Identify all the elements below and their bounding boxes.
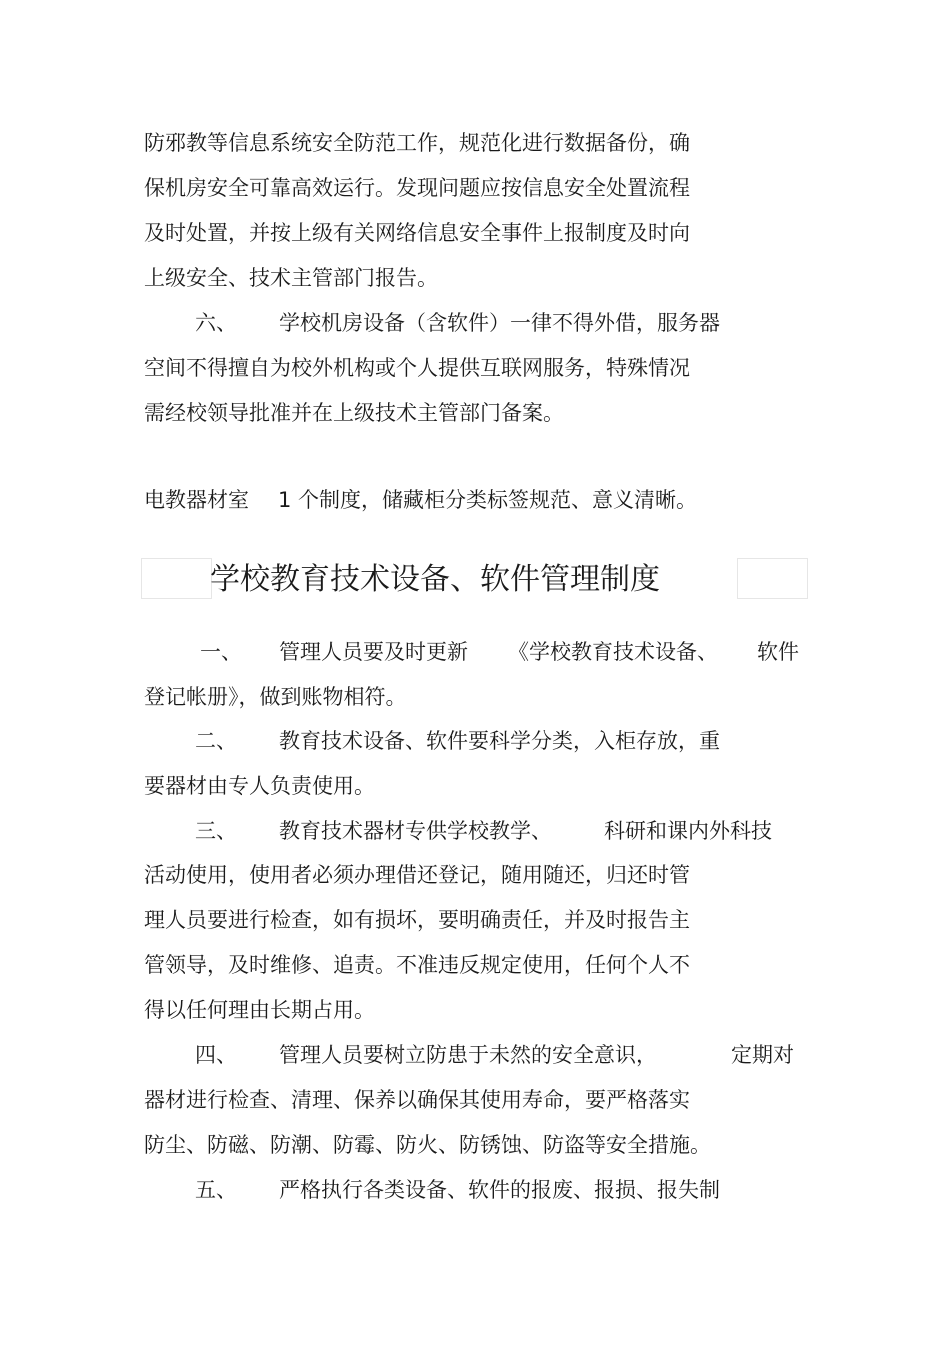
- text: 教育技术器材专供学校教学、: [279, 819, 552, 843]
- text: 学校机房设备（含软件）一律不得外借，服务器: [279, 311, 720, 335]
- text: 空间不得擅自为校外机构或个人提供互联网服务，特殊情况: [144, 356, 690, 380]
- text: 科研和课内外科技: [604, 819, 772, 843]
- item-number: 一、: [200, 640, 242, 664]
- text: 管理人员要树立防患于未然的安全意识，: [279, 1043, 657, 1067]
- text: 需经校领导批准并在上级技术主管部门备案。: [144, 401, 564, 425]
- text: 要器材由专人负责使用。: [144, 774, 375, 798]
- text: 及时处置，并按上级有关网络信息安全事件上报制度及时向: [144, 221, 690, 245]
- text: 定期对: [731, 1043, 794, 1067]
- room-text: 1 个制度，储藏柜分类标签规范、意义清晰。: [278, 488, 698, 512]
- text: 保机房安全可靠高效运行。发现问题应按信息安全处置流程: [144, 176, 690, 200]
- title-frame-right: [737, 558, 808, 599]
- text: 上级安全、技术主管部门报告。: [144, 266, 438, 290]
- text: 软件: [757, 640, 799, 664]
- text: 器材进行检查、清理、保养以确保其使用寿命，要严格落实: [144, 1088, 690, 1112]
- text: 管理人员要及时更新: [279, 640, 468, 664]
- text: 教育技术设备、软件要科学分类，入柜存放，重: [279, 729, 720, 753]
- text: 防尘、防磁、防潮、防霉、防火、防锈蚀、防盗等安全措施。: [144, 1133, 711, 1157]
- title-frame-left: [141, 558, 212, 599]
- text: 管领导，及时维修、追责。不准违反规定使用，任何个人不: [144, 953, 690, 977]
- text: 登记帐册》，做到账物相符。: [144, 685, 407, 709]
- item-number: 四、: [195, 1043, 237, 1067]
- text: 严格执行各类设备、软件的报废、报损、报失制: [279, 1178, 720, 1202]
- text: 《学校教育技术设备、: [508, 640, 718, 664]
- text: 活动使用，使用者必须办理借还登记，随用随还，归还时管: [144, 863, 690, 887]
- item-number: 六、: [195, 311, 237, 335]
- text: 防邪教等信息系统安全防范工作，规范化进行数据备份，确: [144, 131, 690, 155]
- section-title: 学校教育技术设备、软件管理制度: [210, 562, 660, 597]
- room-label: 电教器材室: [144, 488, 249, 512]
- item-number: 三、: [195, 819, 237, 843]
- text: 得以任何理由长期占用。: [144, 998, 375, 1022]
- text: 理人员要进行检查，如有损坏，要明确责任，并及时报告主: [144, 908, 690, 932]
- item-number: 二、: [195, 729, 237, 753]
- item-number: 五、: [195, 1178, 237, 1202]
